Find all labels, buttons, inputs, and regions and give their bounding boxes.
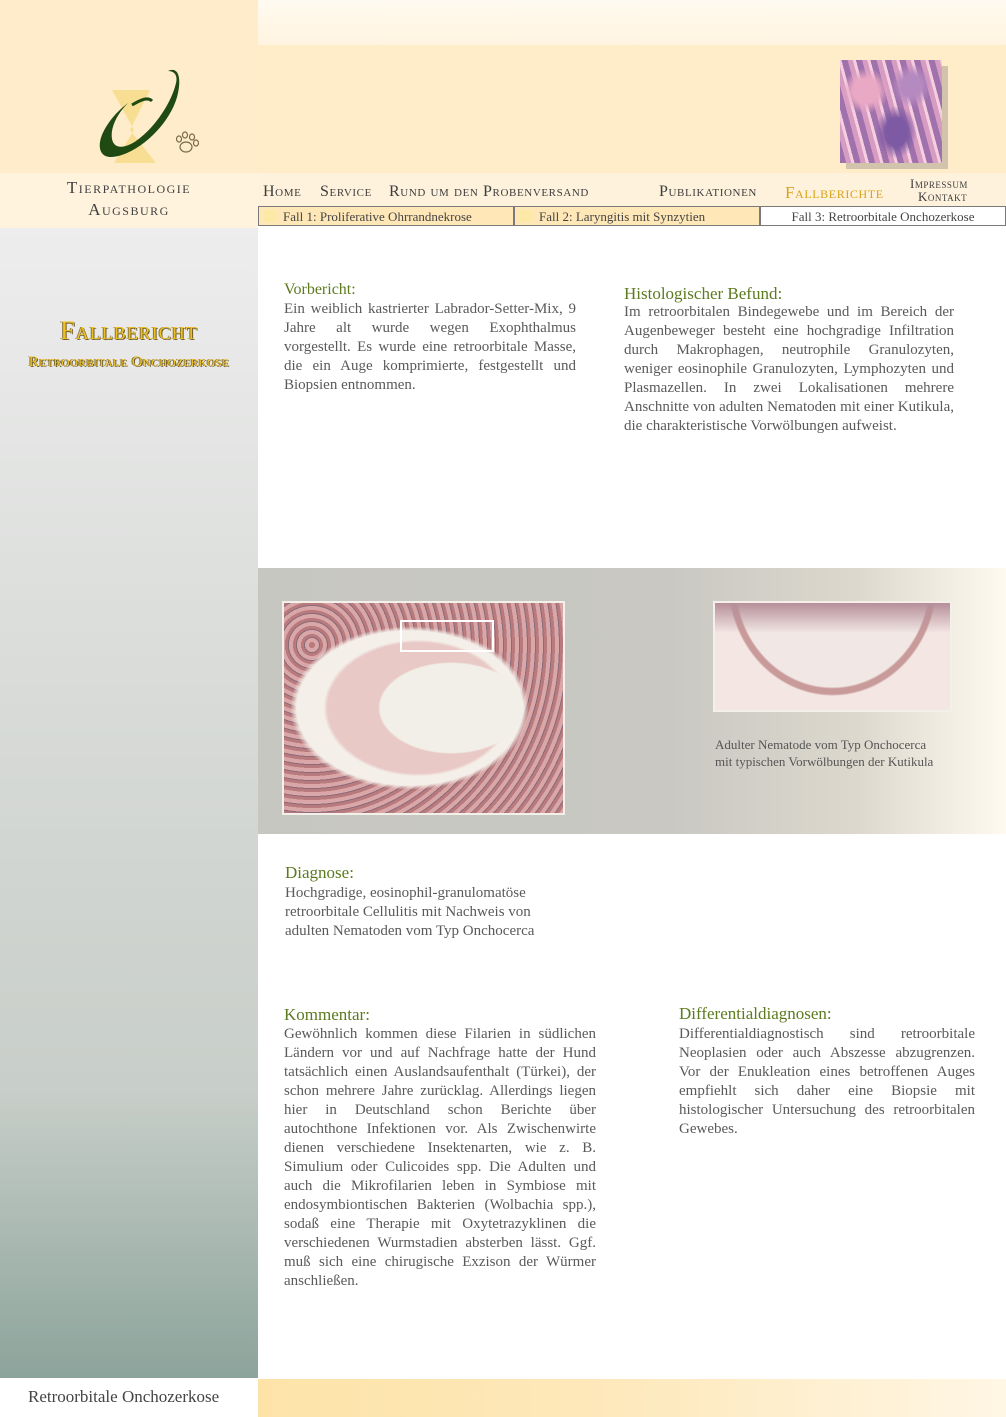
- diagnose-text: Hochgradige, eosinophil-granulomatöse retroorbitale Cellulitis mit Nachweis von adulten Nematoden vom Typ Onchocerca: [285, 885, 535, 939]
- figure-caption-line1: Adulter Nematode vom Typ Onchocerca: [715, 737, 927, 752]
- nav-service-link[interactable]: Service: [320, 183, 372, 200]
- detail-highlight-box: [400, 620, 494, 652]
- brand-name-line2: Augsburg: [88, 200, 170, 219]
- tab-fall-2[interactable]: [514, 206, 760, 226]
- footer-title: Retroorbitale Onchozerkose: [28, 1387, 220, 1406]
- tab-marker-icon: [520, 210, 532, 222]
- histologie-heading: Histologischer Befund:: [624, 284, 783, 303]
- tab-fall-1[interactable]: [258, 206, 514, 226]
- vorbericht-heading: Vorbericht:: [284, 281, 356, 298]
- tab-fall-3-label: Fall 3: Retroorbitale Onchozerkose: [791, 209, 975, 224]
- nav-probenversand-link[interactable]: Rund um den Probenversand: [389, 183, 589, 200]
- header-histology-image: [840, 60, 942, 163]
- figure-caption-line2: mit typischen Vorwölbungen der Kutikula: [715, 754, 934, 769]
- diagnose-heading: Diagnose:: [285, 863, 354, 882]
- sidebar: [0, 228, 258, 1378]
- tab-marker-icon: [264, 210, 276, 222]
- paw-print-icon: [177, 132, 199, 152]
- case-tabs: [258, 206, 1006, 228]
- vorbericht-text: Ein weiblich kastrierter Labrador-Setter-Mix, 9 Jahre alt wurde wegen Exophthalmus vorgestellt. Es wurde eine retroorbitale Masse, die ein Auge komprimierte, festgestellt und Biopsien entnommen.: [284, 301, 576, 393]
- differential-text: Differentialdiagnostisch sind retroorbitale Neoplasien oder auch Abszesse abzugrenzen. Vor der Enukleation eines betroffenen Auges empfiehlt sich daher eine Biopsie mit histologischer Untersuchung des retroorbitalen Gewebes.: [679, 1026, 975, 1137]
- tab-fall-1-label: Fall 1: Proliferative Ohrrandnekrose: [283, 209, 472, 224]
- nav-impressum-link[interactable]: Impressum: [910, 176, 968, 191]
- sidebar-subtitle: Retroorbitale Onchozerkose: [28, 354, 230, 370]
- tab-fall-2-label: Fall 2: Laryngitis mit Synzytien: [539, 209, 706, 224]
- cuticle-detail-cells: [715, 603, 950, 633]
- footer-bar: [258, 1379, 1006, 1417]
- brand-logo-icon[interactable]: [90, 45, 220, 170]
- histologie-text: Im retroorbitalen Bindegewebe und im Bereich der Augenbeweger besteht eine hochgradige Infiltration durch Makrophagen, neutrophile Granulozyten, weniger eosinophile Granulozyten, Lymphozyten und Plasmazellen. In zwei Lokalisationen mehrere Anschnitte von adulten Nematoden mit einer Kutikula, die charakteristische Vorwölbungen aufweist.: [624, 304, 954, 434]
- nav-fallberichte-link[interactable]: Fallberichte: [785, 183, 884, 202]
- sidebar-title: Fallbericht: [60, 316, 198, 345]
- kommentar-text: Gewöhnlich kommen diese Filarien in südlichen Ländern vor und auf Nachfrage hatte der Hund tatsächlich einen Auslandsaufenthalt (Türkei), der schon mehrere Jahre zurücklag. Allerdings liegen hier in Deutschland schon Berichte über autochthone Infektionen vor. Als Zwischenwirte dienen verschiedene Insektenarten, wie z. B. Simulium oder Culicoides spp. Die Adulten und auch die Mikrofilarien leben in Symbiose mit endosymbiontischen Bakterien (Wolbachia spp.), sodaß eine Therapie mit Oxytetrazyklinen die verschiedenen Wurmstadien absterben lässt. Ggf. muß sich eine chirugische Exzison der Würmer anschließen.: [284, 1026, 596, 1289]
- nav-kontakt-link[interactable]: Kontakt: [918, 189, 968, 204]
- tab-fall-3[interactable]: [760, 206, 1006, 226]
- differential-heading: Differentialdiagnosen:: [679, 1004, 832, 1023]
- nav-home-link[interactable]: Home: [263, 183, 302, 200]
- green-swoosh: [100, 70, 180, 157]
- kommentar-heading: Kommentar:: [284, 1005, 370, 1024]
- nav-publikationen-link[interactable]: Publikationen: [659, 183, 757, 200]
- brand-name-line1: Tierpathologie: [66, 178, 192, 197]
